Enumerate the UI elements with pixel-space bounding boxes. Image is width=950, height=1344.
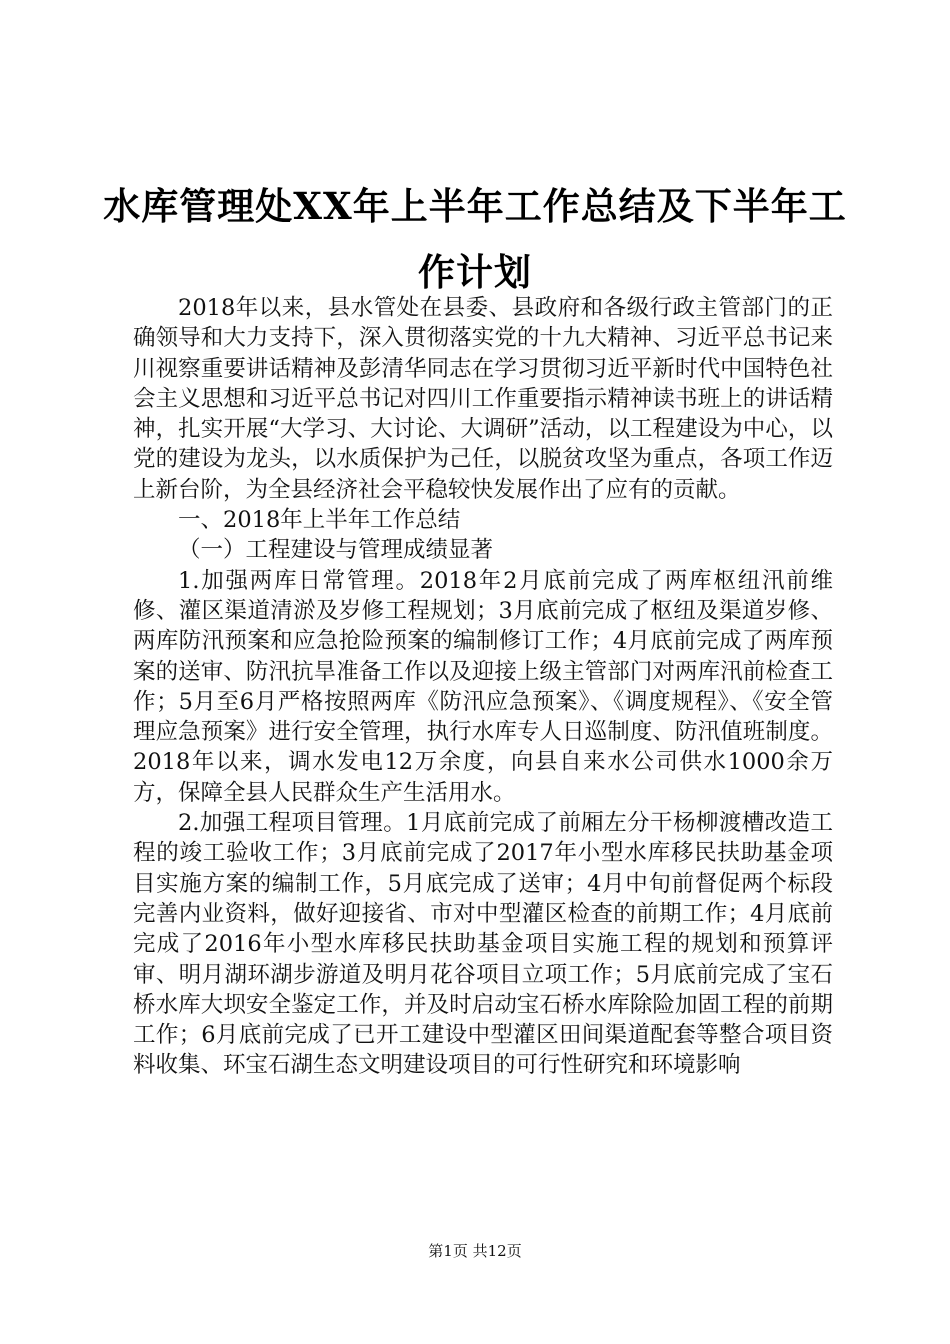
- paragraph-item-2: 2.加强工程项目管理。1月底前完成了前厢左分干杨柳渡槽改造工程的竣工验收工作；3月底前完成了2017年小型水库移民扶助基金项目实施方案的编制工作，5月底完成了送审；4月中旬前督促两个标段完善内业资料，做好迎接省、市对中型灌区检查的前期工作；4月底前完成了2016年小型水库移民扶助基金项目实施工程的规划和预算评审、明月湖环湖步游道及明月花谷项目立项工作；5月底前完成了宝石桥水库大坝安全鉴定工作，并及时启动宝石桥水库除险加固工程的前期工作；6月底前完成了已开工建设中型灌区田间渠道配套等整合项目资料收集、环宝石湖生态文明建设项目的可行性研究和环境影响: [133, 810, 833, 1079]
- document-body: [133, 293, 833, 1081]
- document-title-line-2: 作计划: [418, 250, 532, 294]
- paragraph-intro: 2018年以来，县水管处在县委、县政府和各级行政主管部门的正确领导和大力支持下，深入贯彻落实党的十九大精神、习近平总书记来川视察重要讲话精神及彭清华同志在学习贯彻习近平新时代中国特色社会主义思想和习近平总书记对四川工作重要指示精神读书班上的讲话精神，扎实开展“大学习、大讨论、大调研”活动，以工程建设为中心，以党的建设为龙头，以水质保护为己任，以脱贫攻坚为重点，各项工作迈上新台阶，为全县经济社会平稳较快发展作出了应有的贡献。: [133, 295, 833, 503]
- section-heading: 一、2018年上半年工作总结: [178, 507, 461, 534]
- document-title-line-1: 水库管理处XX年上半年工作总结及下半年工: [103, 184, 847, 228]
- paragraph-item-1: 1.加强两库日常管理。2018年2月底前完成了两库枢纽汛前维修、灌区渠道清淤及岁修工程规划；3月底前完成了枢纽及渠道岁修、两库防汛预案和应急抢险预案的编制修订工作；4月底前完成了两库预案的送审、防汛抗旱准备工作以及迎接上级主管部门对两库汛前检查工作；5月至6月严格按照两库《防汛应急预案》、《调度规程》、《安全管理应急预案》进行安全管理，执行水库专人日巡制度、防汛值班制度。2018年以来，调水发电12万余度，向县自来水公司供水1000余万方，保障全县人民群众生产生活用水。: [133, 567, 833, 806]
- page-footer: 第1页 共12页: [428, 1242, 522, 1260]
- subsection-heading: （一）工程建设与管理成绩显著: [178, 537, 494, 564]
